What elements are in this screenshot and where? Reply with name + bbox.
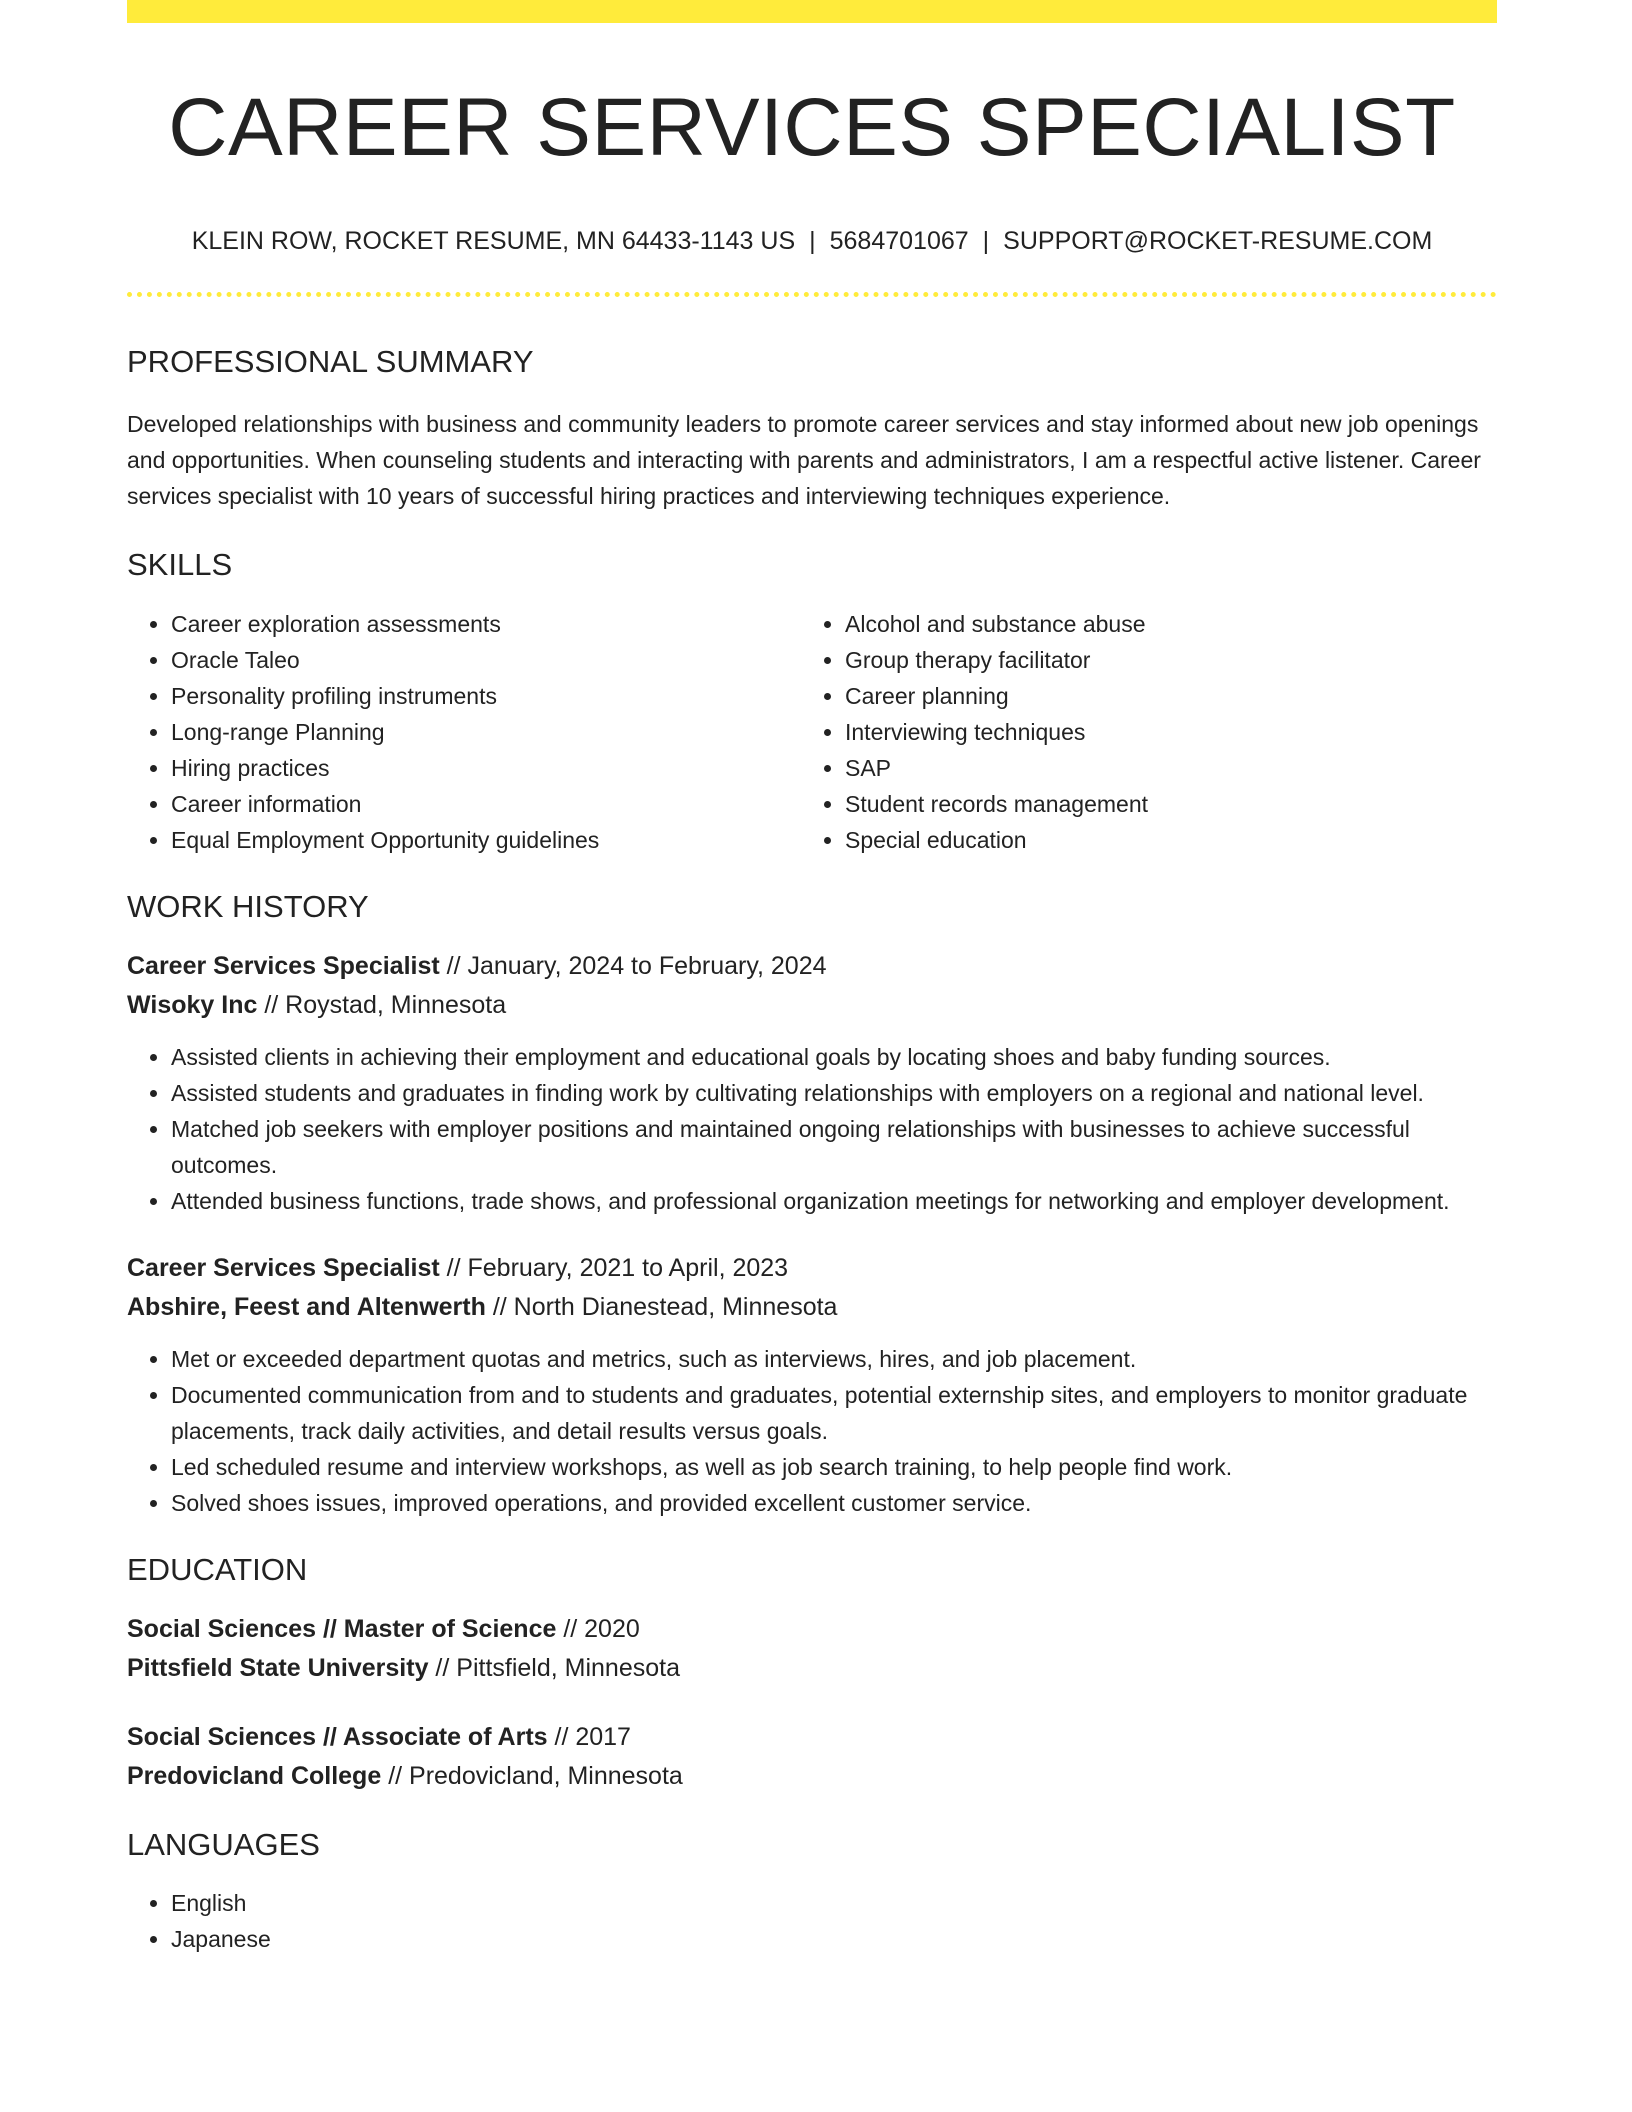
job-bullet: • Led scheduled resume and interview workshops, as well as job search training, to help people find work. <box>171 1449 1497 1485</box>
education-location: // Predovicland, Minnesota <box>381 1762 683 1791</box>
languages-list <box>127 1885 1497 1957</box>
skill-item: • Group therapy facilitator <box>845 642 1475 678</box>
job-bullet-list <box>127 1039 1497 1219</box>
skill-item: • Student records management <box>845 786 1475 822</box>
education-year: // 2020 <box>556 1615 640 1644</box>
dotted-divider <box>127 292 1497 297</box>
skill-item: • Interviewing techniques <box>845 714 1475 750</box>
skills-column-right <box>801 606 1475 858</box>
education-degree-line <box>127 1610 1497 1649</box>
skill-item: • Alcohol and substance abuse <box>845 606 1475 642</box>
job-bullet: • Solved shoes issues, improved operations, and provided excellent customer service. <box>171 1485 1497 1521</box>
languages-heading: LANGUAGES <box>127 1827 320 1863</box>
education-school: Predovicland College <box>127 1762 382 1791</box>
skill-item: • SAP <box>845 750 1475 786</box>
education-school-line <box>127 1649 1497 1688</box>
contact-separator: | <box>809 227 816 256</box>
skill-item: • Oracle Taleo <box>171 642 801 678</box>
work-history-heading: WORK HISTORY <box>127 888 369 924</box>
skills-grid <box>127 606 1497 858</box>
language-item: • Japanese <box>171 1921 1497 1957</box>
skill-item: • Special education <box>845 822 1475 858</box>
education-school: Pittsfield State University <box>127 1654 429 1683</box>
contact-line <box>127 226 1497 256</box>
education-degree-line <box>127 1718 1497 1757</box>
education-entry <box>127 1718 1497 1796</box>
summary-text: Developed relationships with business and community leaders to promote career services and stay informed about new job openings and opportunities. When counseling students and interacting with parents and administrators, I am a respectful active listener. Career services specialist with 10 years of successful hiring practices and interviewing techniques experience. <box>127 411 1481 510</box>
skill-item: • Career information <box>171 786 801 822</box>
job-bullet: • Assisted clients in achieving their employment and educational goals by locating shoes and baby funding sources. <box>171 1039 1497 1075</box>
job-entry <box>127 947 1497 1219</box>
job-bullet: • Matched job seekers with employer positions and maintained ongoing relationships with businesses to achieve successful outcomes. <box>171 1111 1497 1183</box>
skill-item: • Hiring practices <box>171 750 801 786</box>
education-degree: Social Sciences // Associate of Arts <box>127 1723 548 1752</box>
skill-item: • Equal Employment Opportunity guidelines <box>171 822 801 858</box>
contact-separator: | <box>982 227 990 256</box>
job-company-line <box>127 986 1497 1025</box>
job-bullet: • Documented communication from and to students and graduates, potential externship sites, and employers to monitor graduate placements, track daily activities, and detail results versus goals. <box>171 1377 1497 1449</box>
job-dates: // February, 2021 to April, 2023 <box>439 1253 789 1282</box>
job-company: Wisoky Inc <box>127 990 258 1019</box>
contact-phone: 5684701067 <box>829 227 969 256</box>
skill-item: • Career exploration assessments <box>171 606 801 642</box>
skill-item: • Long-range Planning <box>171 714 801 750</box>
job-location: // North Dianestead, Minnesota <box>485 1292 838 1321</box>
education-degree: Social Sciences // Master of Science <box>127 1615 557 1644</box>
education-entry <box>127 1610 1497 1688</box>
summary-heading: PROFESSIONAL SUMMARY <box>127 344 534 380</box>
resume-page <box>127 0 1497 1957</box>
job-bullet-list <box>127 1341 1497 1521</box>
language-item: • English <box>171 1885 1497 1921</box>
contact-email: SUPPORT@ROCKET-RESUME.COM <box>1003 227 1433 256</box>
skills-heading: SKILLS <box>127 547 233 583</box>
skill-item: • Personality profiling instruments <box>171 678 801 714</box>
skills-column-left <box>127 606 801 858</box>
job-title-line <box>127 1249 1497 1288</box>
accent-top-bar <box>127 0 1497 23</box>
job-location: // Roystad, Minnesota <box>257 990 507 1019</box>
skill-item: • Career planning <box>845 678 1475 714</box>
job-title: Career Services Specialist <box>127 1253 440 1282</box>
job-entry <box>127 1249 1497 1521</box>
job-company-line <box>127 1288 1497 1327</box>
job-bullet: • Attended business functions, trade shows, and professional organization meetings for networking and employer development. <box>171 1183 1497 1219</box>
job-company: Abshire, Feest and Altenwerth <box>127 1292 486 1321</box>
job-title: Career Services Specialist <box>127 951 440 980</box>
education-school-line <box>127 1757 1497 1796</box>
education-year: // 2017 <box>547 1723 631 1752</box>
job-bullet: • Met or exceeded department quotas and metrics, such as interviews, hires, and job placement. <box>171 1341 1497 1377</box>
education-heading: EDUCATION <box>127 1551 308 1587</box>
job-title-line <box>127 947 1497 986</box>
contact-address: KLEIN ROW, ROCKET RESUME, MN 64433-1143 US <box>191 227 796 256</box>
job-bullet: • Assisted students and graduates in finding work by cultivating relationships with employers on a regional and national level. <box>171 1075 1497 1111</box>
resume-title: CAREER SERVICES SPECIALIST <box>168 82 1456 173</box>
education-location: // Pittsfield, Minnesota <box>428 1654 680 1683</box>
job-dates: // January, 2024 to February, 2024 <box>439 951 827 980</box>
